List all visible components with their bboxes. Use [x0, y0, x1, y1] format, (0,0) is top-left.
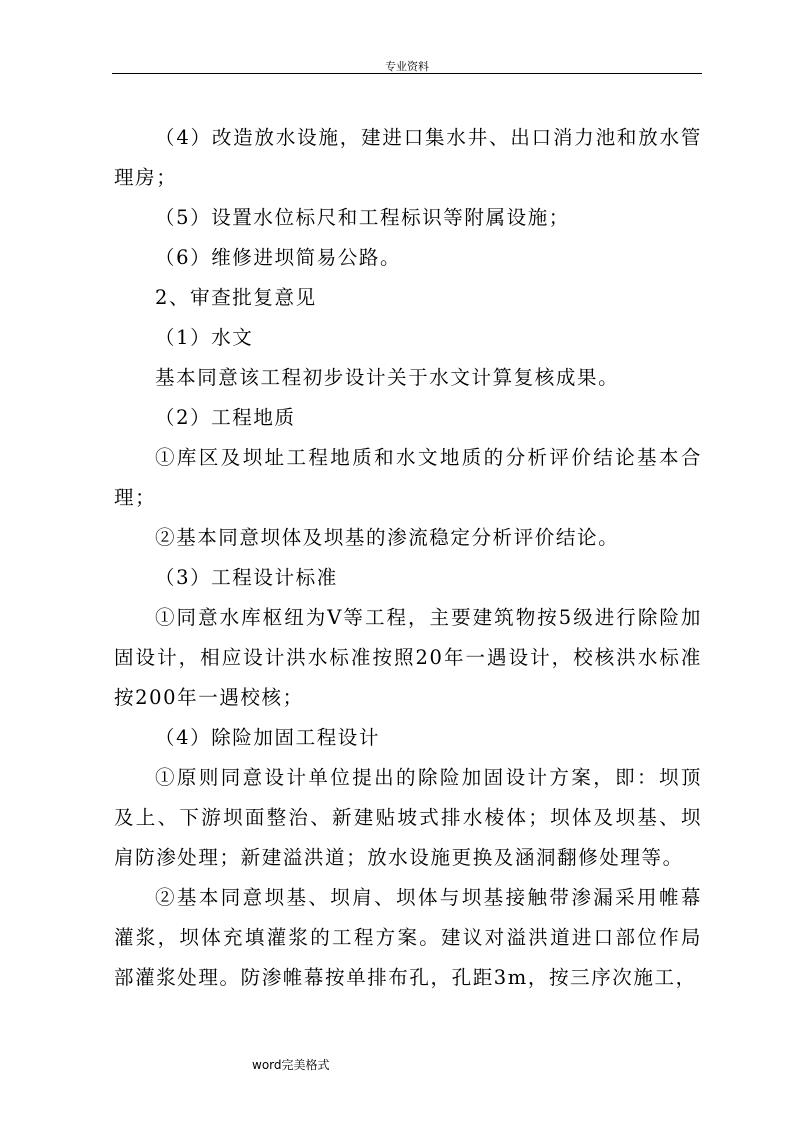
paragraph-9: ②基本同意坝体及坝基的渗流稳定分析评价结论。 [155, 526, 620, 549]
paragraph-5: （1）水文 [155, 326, 254, 349]
page-footer: word完美格式 [252, 1058, 330, 1072]
paragraph-3: （6）维修进坝简易公路。 [155, 246, 402, 269]
document-body [114, 118, 702, 998]
paragraph-8: ①库区及坝址工程地质和水文地质的分析评价结论基本合理； [114, 446, 702, 509]
paragraph-10: （3）工程设计标准 [155, 566, 338, 589]
paragraph-12: （4）除险加固工程设计 [155, 726, 381, 749]
paragraph-4: 2、审查批复意见 [155, 286, 317, 309]
paragraph-13: ①原则同意设计单位提出的除险加固设计方案，即：坝顶及上、下游坝面整治、新建贴坡式排水棱体；坝体及坝基、坝肩防渗处理；新建溢洪道；放水设施更换及涵洞翻修处理等。 [114, 766, 702, 869]
page-header: 专业资料 [385, 60, 429, 73]
paragraph-1: （4）改造放水设施，建进口集水井、出口消力池和放水管理房； [114, 126, 702, 189]
paragraph-2: （5）设置水位标尺和工程标识等附属设施； [155, 206, 570, 229]
paragraph-7: （2）工程地质 [155, 406, 296, 429]
header-divider [112, 73, 702, 74]
paragraph-6: 基本同意该工程初步设计关于水文计算复核成果。 [155, 366, 620, 389]
paragraph-14: ②基本同意坝基、坝肩、坝体与坝基接触带渗漏采用帷幕灌浆，坝体充填灌浆的工程方案。建议对溢洪道进口部位作局部灌浆处理。防渗帷幕按单排布孔，孔距3m，按三序次施工， [114, 886, 702, 989]
paragraph-11: ①同意水库枢纽为Ⅴ等工程，主要建筑物按5级进行除险加固设计，相应设计洪水标准按照20年一遇设计，校核洪水标准按200年一遇校核； [114, 606, 702, 709]
